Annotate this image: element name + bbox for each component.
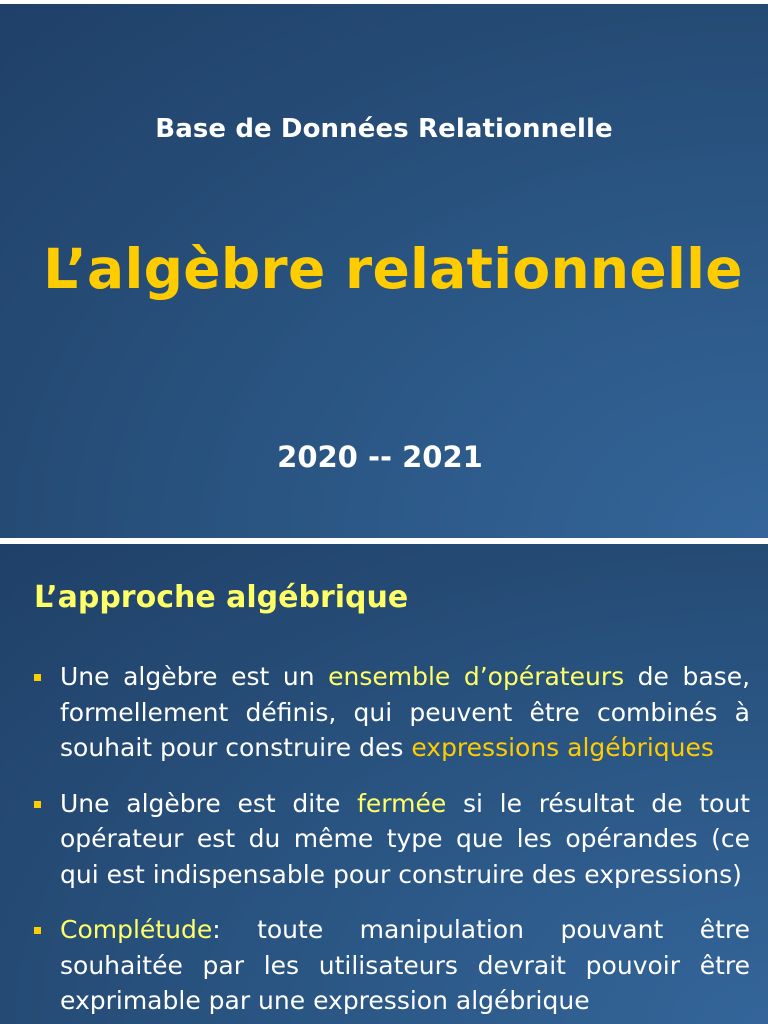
title-slide [0, 4, 768, 538]
highlight-term: Complétude [60, 915, 213, 944]
slide-title: L’approche algébrique [34, 580, 409, 615]
square-bullet-icon [34, 674, 41, 681]
course-subtitle: Base de Données Relationnelle [155, 114, 613, 144]
bullet-text-part: Une algèbre est un [60, 662, 329, 691]
bullet-text [60, 912, 750, 1019]
highlight-term: fermée [357, 788, 447, 818]
square-bullet-icon [34, 801, 41, 808]
highlight-term: ensemble d’opérateurs [328, 662, 625, 691]
highlight-term: expressions algébriques [411, 733, 714, 762]
bullet-text-part: : toute manipulation pouvant être souhaitée par les utilisateurs devrait pouvoir être exprimable par une expression algébrique [60, 915, 750, 1015]
bullet-text-part: de base, formellement définis, qui peuvent être combinés à souhait pour construire des [60, 662, 751, 762]
bullet-text-part: si le résultat de tout opérateur est du même type que les opérandes (ce qui est indispensable pour construire des expressions) [60, 788, 750, 889]
bullet-item [0, 659, 768, 766]
square-bullet-icon [34, 927, 41, 934]
bullet-text [60, 659, 750, 766]
bullet-text-part: Une algèbre est dite [60, 788, 358, 818]
presentation-title: L’algèbre relationnelle [43, 237, 743, 301]
bullet-item [0, 786, 768, 893]
bullet-item [0, 912, 768, 1019]
bullet-text [60, 786, 750, 893]
content-slide [0, 544, 768, 1024]
bullet-list [0, 659, 768, 1024]
academic-years: 2020 -- 2021 [277, 440, 483, 474]
